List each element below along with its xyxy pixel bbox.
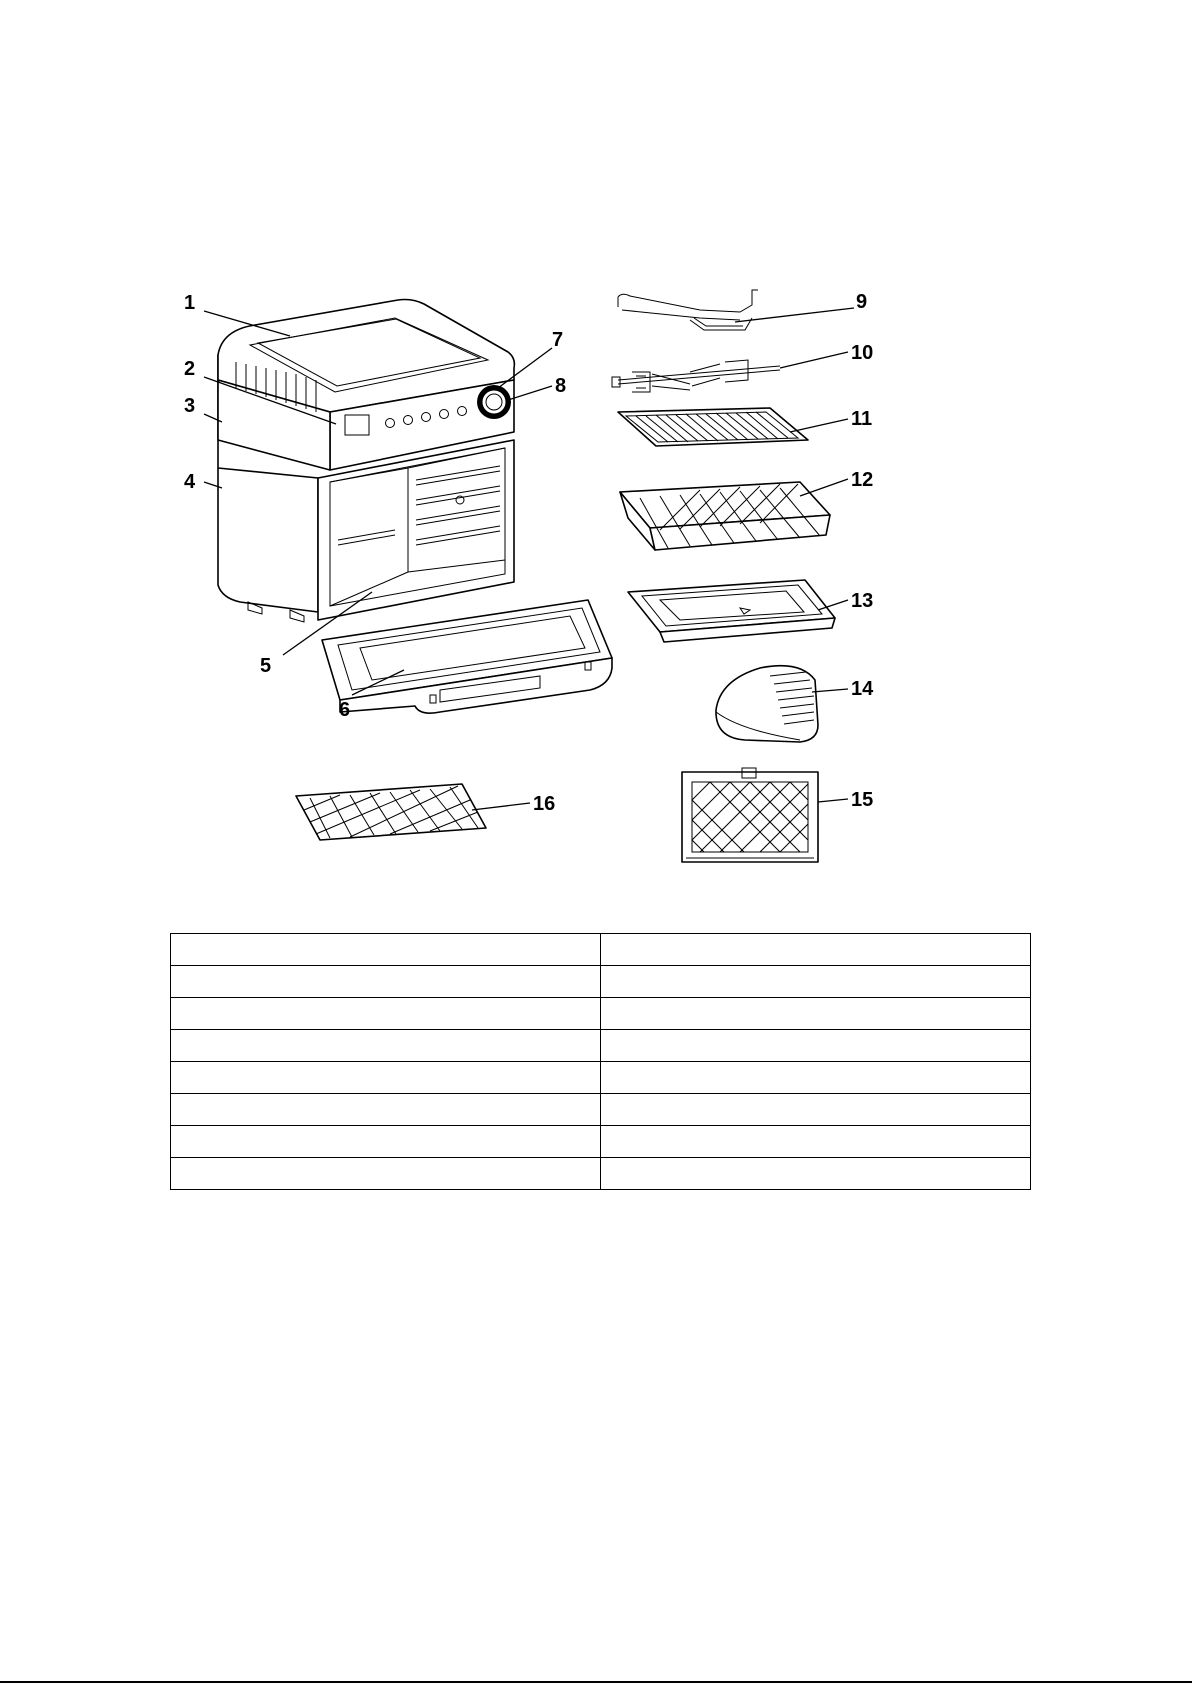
table-cell bbox=[601, 1062, 1031, 1094]
air-fryer-oven bbox=[218, 300, 612, 714]
callout-5: 5 bbox=[260, 655, 272, 677]
oven-door bbox=[322, 600, 612, 713]
callout-1: 1 bbox=[184, 292, 196, 314]
control-dial bbox=[477, 385, 511, 419]
mesh-basket-tray bbox=[620, 482, 830, 550]
table-cell bbox=[601, 1126, 1031, 1158]
callout-6: 6 bbox=[339, 699, 351, 721]
table-cell bbox=[171, 1062, 601, 1094]
callout-4: 4 bbox=[184, 471, 196, 493]
callout-2: 2 bbox=[184, 358, 196, 380]
table-cell bbox=[601, 998, 1031, 1030]
callout-8: 8 bbox=[555, 375, 567, 397]
table-row bbox=[171, 1062, 1031, 1094]
table-cell bbox=[171, 1030, 601, 1062]
table-cell bbox=[171, 1094, 601, 1126]
callout-7: 7 bbox=[552, 329, 564, 351]
callout-15: 15 bbox=[851, 789, 874, 811]
mesh-mat bbox=[296, 784, 486, 840]
callout-13: 13 bbox=[851, 590, 874, 612]
table-row bbox=[171, 1094, 1031, 1126]
callout-3: 3 bbox=[184, 395, 196, 417]
parts-table bbox=[170, 933, 1031, 1190]
rotisserie-spit bbox=[612, 360, 780, 392]
callout-10: 10 bbox=[851, 342, 874, 364]
table-cell bbox=[171, 1158, 601, 1190]
table-cell bbox=[601, 1158, 1031, 1190]
fry-basket bbox=[682, 768, 818, 862]
table-row bbox=[171, 1158, 1031, 1190]
callout-14: 14 bbox=[851, 678, 874, 700]
wire-rack bbox=[618, 408, 808, 446]
table-cell bbox=[171, 998, 601, 1030]
table-cell bbox=[171, 1126, 601, 1158]
oven-mitt bbox=[716, 666, 818, 742]
table-row bbox=[171, 998, 1031, 1030]
table-cell bbox=[601, 1094, 1031, 1126]
callout-11: 11 bbox=[851, 408, 873, 430]
callout-12: 12 bbox=[851, 469, 874, 491]
table-cell bbox=[601, 966, 1031, 998]
callout-16: 16 bbox=[533, 793, 556, 815]
table-row bbox=[171, 934, 1031, 966]
table-cell bbox=[601, 1030, 1031, 1062]
table-cell bbox=[171, 934, 601, 966]
table-cell bbox=[171, 966, 601, 998]
table-cell bbox=[601, 934, 1031, 966]
table-row bbox=[171, 966, 1031, 998]
callout-9: 9 bbox=[856, 291, 868, 313]
drip-tray bbox=[628, 580, 835, 642]
table-row bbox=[171, 1030, 1031, 1062]
page-bottom-rule bbox=[0, 1681, 1192, 1683]
rotisserie-fetch-tool bbox=[618, 290, 758, 330]
table-row bbox=[171, 1126, 1031, 1158]
